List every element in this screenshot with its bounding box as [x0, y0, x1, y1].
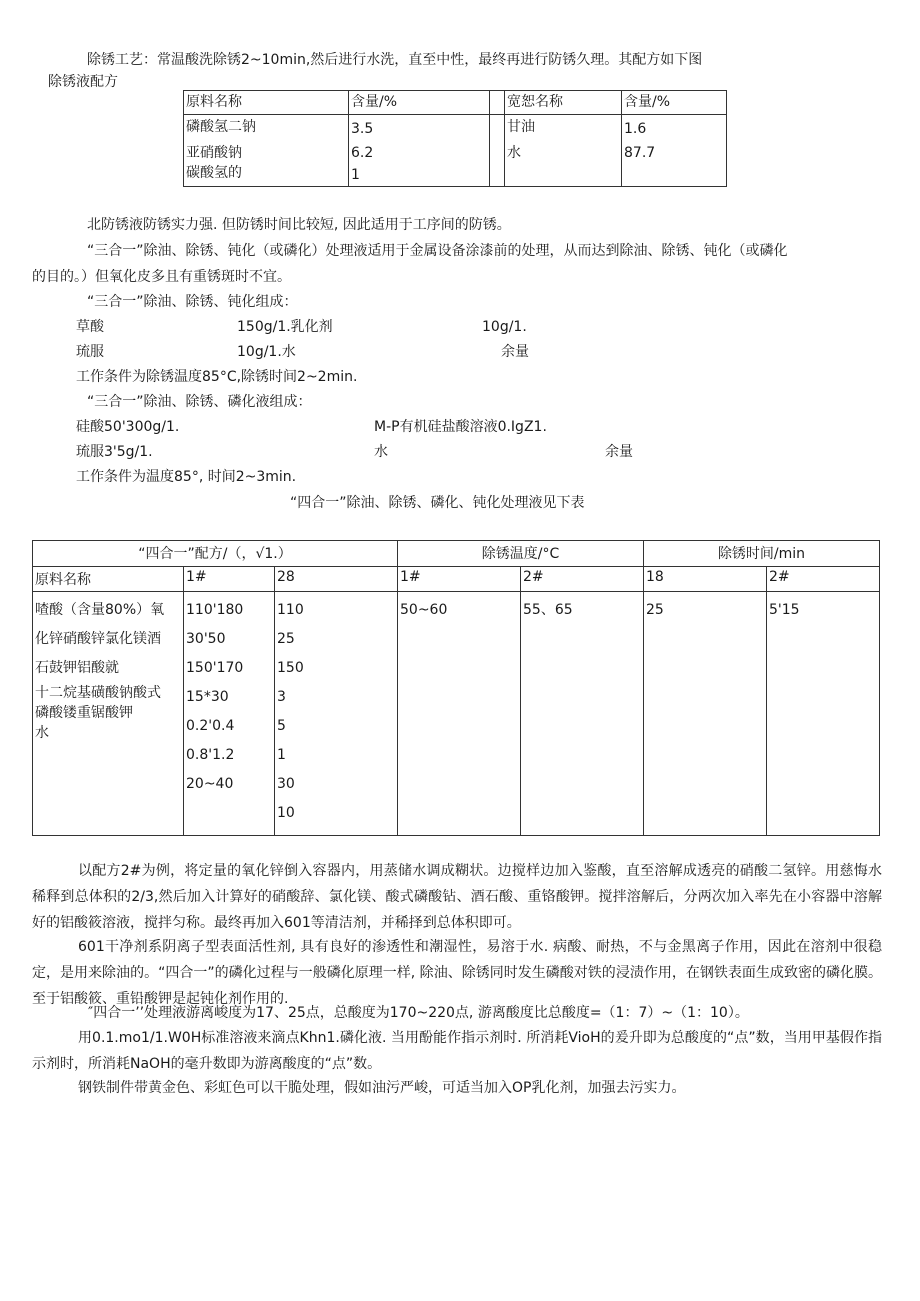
- material-line: 石鼓钾铝酸就: [35, 660, 119, 676]
- material-name: 碳酸氢的: [186, 165, 242, 181]
- paragraph-preparation: 以配方2#为例，将定量的氧化锌倒入容器内，用蒸储水调成糊状。边搅样边加入鉴酸，直至溶解成透亮的硝酸二氢锌。用慈悔水稀释到总体积的2/3,然后加入计算好的硝酸辞、氯化镁、酸式磷酸钻、酒石酸、重铬酸钾。搅拌溶解后，分两次加入率先在小容器中溶解好的铝酸筱溶液，搅拌匀称。最终再加入601等清洁剂，并稀择到总体积即可。: [32, 863, 882, 931]
- item-value: 10g/1.: [482, 319, 527, 335]
- paragraph-titration: 用0.1.mo1/1.W0H标准溶液来滴点Khn1.磷化液. 当用酚能作指示剂时. 所消耗VioH的爰升即为总酸度的“点”数，当用甲基假作指示剂时，所消耗NaOH的毫升数即为游离酸度的“点”数。: [32, 1030, 882, 1072]
- time-2-value: 5'15: [769, 602, 800, 618]
- header-time: 除锈时间/min: [644, 541, 880, 567]
- formula-1-value: 15*30: [186, 689, 229, 705]
- col-header-blank: [490, 91, 505, 115]
- material-line: 磷酸镂重锯酸钾: [35, 705, 133, 721]
- time-1-value: 25: [646, 602, 664, 618]
- formula-2-cell: [275, 592, 398, 836]
- content-value: 1: [351, 167, 360, 183]
- formula-title: 除锈液配方: [48, 74, 118, 90]
- three-in-one-b-title: “三合一”除油、除锈、磷化液组成：: [87, 394, 312, 410]
- time-2-cell: [767, 592, 880, 836]
- blank-cell: [490, 115, 505, 187]
- item-name: 琉服: [76, 344, 104, 360]
- formula-1-value: 150'170: [186, 660, 244, 676]
- paragraph-treatment: 钢铁制件带黄金色、彩虹色可以干脆处理，假如油污严峻，可适当加入OP乳化剂，加强去污实力。: [78, 1080, 686, 1096]
- material-name: 亚硝酸钠: [186, 145, 242, 161]
- material-name: 磷酸氢二钠: [186, 119, 256, 135]
- item-value: 水: [374, 444, 388, 460]
- content-value: 1.6: [624, 121, 647, 137]
- item-value: 150g/1.乳化剂: [237, 319, 333, 335]
- item-value: 余量: [605, 444, 633, 460]
- right-values-cell: [622, 115, 727, 187]
- content-value: 87.7: [624, 145, 656, 161]
- time-1-cell: [644, 592, 767, 836]
- note-line-3: 的目的。）但氧化皮多且有重锈斑时不宜。: [32, 269, 291, 285]
- material-line: 水: [35, 725, 49, 741]
- working-condition-b: 工作条件为温度85°, 时间2~3min.: [76, 469, 297, 485]
- item-value: 余量: [501, 344, 529, 360]
- material-line: 十二烷基磺酸钠酸式: [35, 685, 161, 701]
- rust-remover-formula-table: [183, 90, 727, 187]
- material-names-cell: [33, 592, 184, 836]
- intro-process: 除锈工艺：常温酸洗除锈2~10min,然后进行水洗，直至中性，最终再进行防锈久理。其配方如下图: [87, 52, 703, 68]
- temp-2-cell: [521, 592, 644, 836]
- formula-2-value: 1: [277, 747, 286, 763]
- header-formula: “四合一”配方/（，√1.）: [33, 541, 398, 567]
- formula-1-value: 110'180: [186, 602, 244, 618]
- formula-1-cell: [184, 592, 275, 836]
- temp-2-value: 55、65: [523, 602, 573, 618]
- formula-2-value: 10: [277, 805, 295, 821]
- col-header-content-2: 含量/%: [622, 91, 727, 115]
- material-name: 水: [507, 145, 521, 161]
- sub-header: 1#: [398, 567, 521, 592]
- sub-header: 28: [275, 567, 398, 592]
- temp-1-cell: [398, 592, 521, 836]
- working-condition-a: 工作条件为除锈温度85°C,除锈时间2~2min.: [76, 369, 358, 385]
- paragraph-acidity: ″四合一’’处理液游离峻度为17、25点，总酸度为170~220点, 游离酸度比总酸度=（1：7）~（1：10）。: [88, 1005, 749, 1021]
- item-name: 草酸: [76, 319, 104, 335]
- sub-header: 18: [644, 567, 767, 592]
- content-value: 3.5: [351, 121, 374, 137]
- sub-header: 2#: [521, 567, 644, 592]
- left-values-cell: [349, 115, 490, 187]
- sub-header: 2#: [767, 567, 880, 592]
- item-name: 琉服3'5g/1.: [76, 444, 153, 460]
- formula-1-value: 20~40: [186, 776, 234, 792]
- note-line-2: “三合一”除油、除锈、钝化（或磷化）处理液适用于金属设备涂漆前的处理，从而达到除油、除锈、钝化（或磷化: [87, 243, 788, 259]
- formula-2-value: 110: [277, 602, 304, 618]
- formula-2-value: 3: [277, 689, 286, 705]
- left-names-cell: [184, 115, 349, 187]
- col-header-content: 含量/%: [349, 91, 490, 115]
- note-line-1: 北防锈液防锈实力强. 但防锈时间比较短, 因此适用于工序间的防锈。: [87, 217, 511, 233]
- content-value: 6.2: [351, 145, 374, 161]
- formula-1-value: 0.2'0.4: [186, 718, 235, 734]
- material-line: 喳酸（含量80%）氧: [35, 602, 165, 618]
- item-value: M-P有机硅盐酸溶液0.IgZ1.: [374, 419, 547, 435]
- material-name: 甘油: [507, 119, 535, 135]
- formula-2-value: 5: [277, 718, 286, 734]
- formula-1-value: 30'50: [186, 631, 226, 647]
- formula-1-value: 0.8'1.2: [186, 747, 235, 763]
- sub-header: 1#: [184, 567, 275, 592]
- col-header-material-2: 宽恕名称: [505, 91, 622, 115]
- table-caption: “四合一”除油、除锈、磷化、钝化处理液见下表: [290, 495, 585, 511]
- formula-2-value: 25: [277, 631, 295, 647]
- paragraph-cleaner: 601干净剂系阴离子型表面活性剂, 具有良好的渗透性和潮湿性，易溶于水. 病酸、耐热，不与金黑离子作用，因此在溶剂中很稳定，是用来除油的。“四合一”的磷化过程与一般磷化原理一样, 除油、除锈同时发生磷酸对铁的浸渍作用，在钢铁表面生成致密的磷化膜。至于铝酸筱、重铅酸钾是起钝化剂作用的.: [32, 939, 882, 1007]
- item-name: 硅酸50'300g/1.: [76, 419, 180, 435]
- formula-2-value: 150: [277, 660, 304, 676]
- header-temperature: 除锈温度/°C: [398, 541, 644, 567]
- col-name-header: 原料名称: [33, 567, 184, 592]
- four-in-one-table: [32, 540, 880, 836]
- three-in-one-a-title: “三合一”除油、除锈、钝化组成：: [87, 294, 298, 310]
- material-line: 化锌硝酸锌氯化镁酒: [35, 631, 161, 647]
- temp-1-value: 50~60: [400, 602, 448, 618]
- col-header-material: 原料名称: [184, 91, 349, 115]
- formula-2-value: 30: [277, 776, 295, 792]
- right-names-cell: [505, 115, 622, 187]
- item-value: 10g/1.水: [237, 344, 296, 360]
